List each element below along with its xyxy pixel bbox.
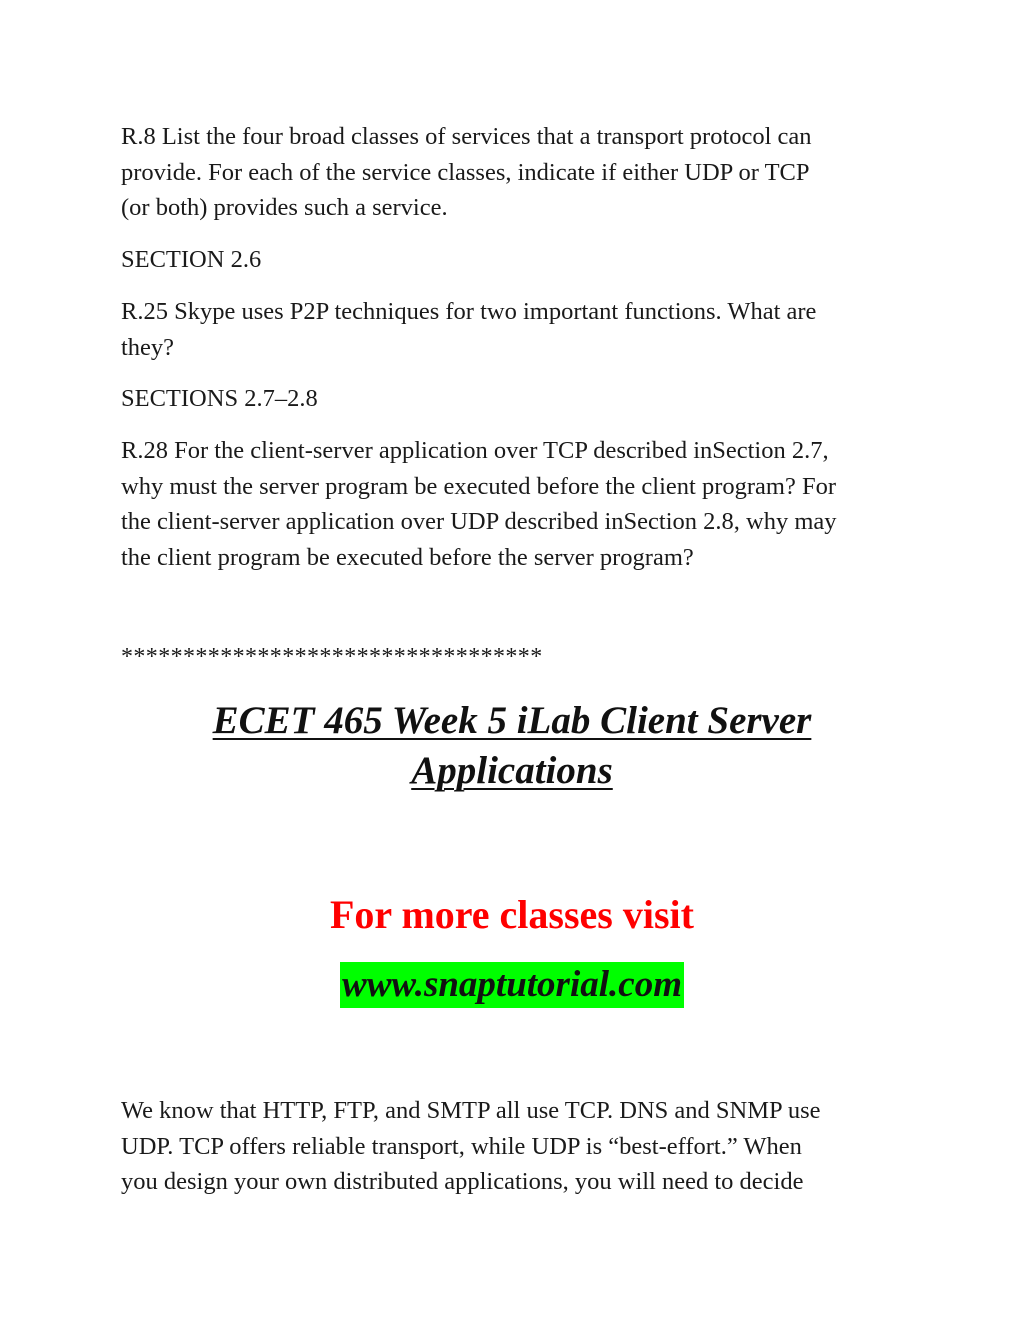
- separator-asterisks: **********************************: [121, 644, 543, 670]
- question-r28-line: why must the server program be executed before the client program? For: [121, 472, 836, 500]
- question-r28: [121, 433, 921, 575]
- intro-line: you design your own distributed applications, you will need to decide: [121, 1168, 804, 1195]
- question-r28-line: the client program be executed before the server program?: [121, 543, 694, 571]
- page-title: [0, 696, 1024, 796]
- question-r8-line: R.8 List the four broad classes of services that a transport protocol can: [121, 123, 812, 150]
- promo-text: For more classes visit: [329, 892, 694, 937]
- intro-line: We know that HTTP, FTP, and SMTP all use TCP. DNS and SNMP use: [121, 1097, 821, 1124]
- question-r8-line: provide. For each of the service classes, indicate if either UDP or TCP: [121, 158, 810, 186]
- section-heading-2-7-2-8: SECTIONS 2.7–2.8: [121, 385, 318, 412]
- intro-line: UDP. TCP offers reliable transport, while UDP is “best-effort.” When: [121, 1132, 802, 1160]
- intro-paragraph: [121, 1093, 921, 1200]
- question-r25-line: R.25 Skype uses P2P techniques for two important functions. What are: [121, 298, 817, 325]
- page-title-line: Applications: [411, 749, 613, 792]
- promo-url-link[interactable]: www.snaptutorial.com: [340, 962, 684, 1008]
- question-r28-line: R.28 For the client-server application over TCP described inSection 2.7,: [121, 437, 829, 464]
- page-title-line: ECET 465 Week 5 iLab Client Server: [212, 699, 812, 742]
- question-r8: [121, 119, 921, 226]
- question-r8-line: (or both) provides such a service.: [121, 194, 448, 221]
- question-r25-line: they?: [121, 333, 175, 361]
- question-r25: [121, 294, 921, 365]
- promo-url-wrapper: [0, 962, 1024, 1008]
- section-heading-2-6: SECTION 2.6: [121, 246, 262, 273]
- question-r28-line: the client-server application over UDP described inSection 2.8, why may: [121, 508, 837, 535]
